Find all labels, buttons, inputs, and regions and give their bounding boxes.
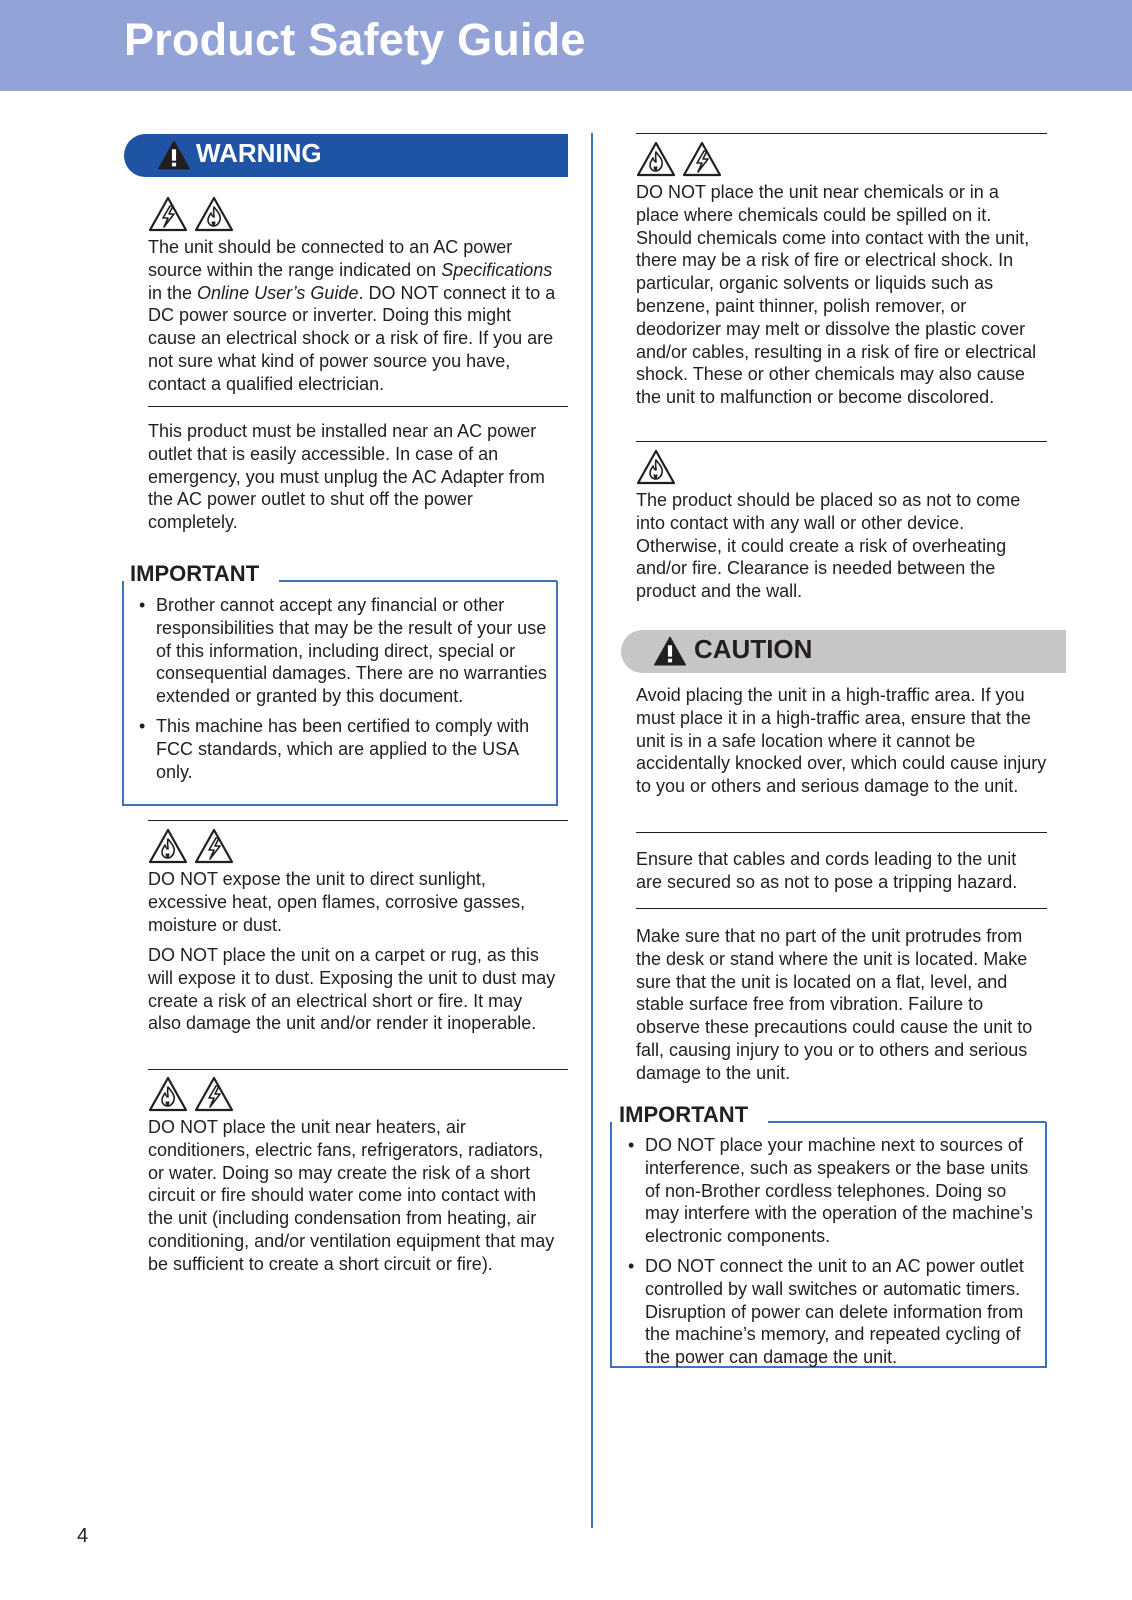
list-item: • DO NOT connect the unit to an AC power outlet controlled by wall switches or automatic timers. Disruption of power can delete information from the machine’s memory, and repeated cycling of the power can damage the unit. (618, 1255, 1038, 1369)
separator (636, 832, 1047, 833)
important-title: IMPORTANT (130, 561, 260, 586)
electrical-hazard-icon (682, 141, 722, 177)
page-header (0, 0, 1132, 91)
fire-hazard-icon (636, 449, 676, 485)
electrical-hazard-icon (148, 196, 188, 232)
sunlight-paragraph: DO NOT expose the unit to direct sunlight, excessive heat, open flames, corrosive gasses, moisture or dust. (148, 869, 526, 935)
hazard-icons-group (148, 1076, 234, 1112)
page-title: Product Safety Guide (124, 14, 586, 65)
list-item: • Brother cannot accept any financial or other responsibilities that may be the result of your use of this information, including direct, special or consequential damages. There are no warranties extended or granted by this document. (129, 594, 547, 708)
chemicals-paragraph: DO NOT place the unit near chemicals or in a place where chemicals could be spilled on it. Should chemicals come into contact with the unit, there may be a risk of fire or electrical shock. In particular, organic solvents or liquids such as benzene, paint thinner, polish remover, or deodorizer may melt or dissolve the plastic cover and/or cables, resulting in a risk of fire or electrical shock. These or other chemicals may also cause the unit to malfunction or become discolored. (636, 182, 1037, 408)
fire-hazard-icon (194, 196, 234, 232)
separator (636, 133, 1047, 134)
hazard-icons-group (636, 449, 676, 485)
column-divider (591, 133, 593, 1528)
ac-outlet-paragraph: This product must be installed near an AC power outlet that is easily accessible. In case of an emergency, you must unplug the AC Adapter from the AC power outlet to shut off the power completely. (148, 421, 545, 533)
carpet-paragraph: DO NOT place the unit on a carpet or rug, as this will expose it to dust. Exposing the unit to dust may create a risk of an electrical short or fire. It may also damage the unit and/or render it inoperable. (148, 945, 556, 1034)
important-title: IMPORTANT (619, 1102, 749, 1127)
fire-hazard-icon (636, 141, 676, 177)
caution-banner (621, 630, 1066, 673)
stable-surface-paragraph: Make sure that no part of the unit protrudes from the desk or stand where the unit is located. Make sure that the unit is located on a flat, level, and stable surface free from vibration. Failure to observe these precautions could cause the unit to fall, causing injury to you or to others and serious damage to the unit. (636, 926, 1033, 1083)
separator (148, 1069, 568, 1070)
electrical-hazard-icon (194, 1076, 234, 1112)
separator (148, 406, 568, 407)
separator (636, 908, 1047, 909)
power-source-paragraph: The unit should be connected to an AC power source within the range indicated on Specifications in the Online User’s Guide. DO NOT connect it to a DC power source or inverter. Doing this might cause an electrical shock or a risk of fire. If you are not sure what kind of power source you have, contact a qualified electrician. (148, 237, 556, 394)
alert-icon (653, 636, 687, 667)
clearance-paragraph: The product should be placed so as not to come into contact with any wall or other device. Otherwise, it could create a risk of overheating and/or fire. Clearance is needed between the product and the wall. (636, 490, 1021, 602)
hazard-icons-group (148, 196, 234, 232)
caution-label: CAUTION (694, 634, 813, 664)
important-list (618, 1134, 1038, 1376)
fire-hazard-icon (148, 1076, 188, 1112)
separator (148, 820, 568, 821)
electrical-hazard-icon (194, 828, 234, 864)
hazard-icons-group (148, 828, 234, 864)
warning-banner (124, 134, 568, 177)
list-item: • This machine has been certified to comply with FCC standards, which are applied to the USA only. (129, 715, 547, 783)
fire-hazard-icon (148, 828, 188, 864)
warning-label: WARNING (196, 138, 322, 168)
important-list (129, 594, 547, 790)
cables-paragraph: Ensure that cables and cords leading to the unit are secured so as not to pose a tripping hazard. (636, 849, 1018, 892)
alert-icon (157, 140, 191, 171)
hazard-icons-group (636, 141, 722, 177)
list-item: • DO NOT place your machine next to sources of interference, such as speakers or the base units of non-Brother cordless telephones. Doing so may interfere with the operation of the machine’s electronic components. (618, 1134, 1038, 1248)
page-number: 4 (77, 1525, 89, 1547)
separator (636, 441, 1047, 442)
heaters-paragraph: DO NOT place the unit near heaters, air conditioners, electric fans, refrigerators, radiators, or water. Doing so may create the risk of a short circuit or fire should water come into contact with the unit (including condensation from heating, air conditioning, and/or ventilation equipment that may be sufficient to create a short circuit or fire). (148, 1117, 555, 1274)
high-traffic-paragraph: Avoid placing the unit in a high-traffic area. If you must place it in a high-traffic area, ensure that the unit is in a safe location where it cannot be accidentally knocked over, which could cause injury to you or others and serious damage to the unit. (636, 685, 1047, 797)
